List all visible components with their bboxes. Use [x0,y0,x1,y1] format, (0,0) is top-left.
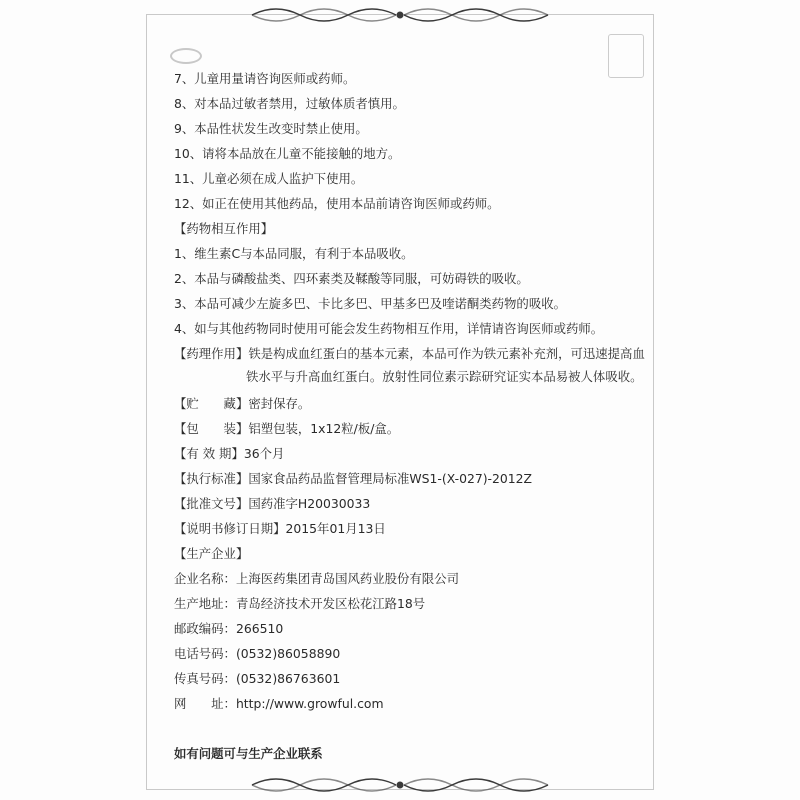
manufacturer-name: 企业名称：上海医药集团青岛国风药业股份有限公司 [174,571,459,586]
precaution-9: 9、本品性状发生改变时禁止使用。 [174,121,368,136]
faded-brand-mark [608,34,644,78]
standard-field: 【执行标准】国家食品药品监督管理局标准WS1-(X-027)-2012Z [174,471,533,486]
interaction-4: 4、如与其他药物同时使用可能会发生药物相互作用，详情请咨询医师或药师。 [174,321,604,336]
storage-field: 【贮 藏】密封保存。 [174,396,311,411]
approval-field: 【批准文号】国药准字H20030033 [174,496,371,511]
interaction-1: 1、维生素C与本品同服，有利于本品吸收。 [174,246,414,261]
interaction-3: 3、本品可减少左旋多巴、卡比多巴、甲基多巴及喹诺酮类药物的吸收。 [174,296,566,311]
precaution-11: 11、儿童必须在成人监护下使用。 [174,171,364,186]
validity-field: 【有 效 期】36个月 [174,446,285,461]
precaution-12: 12、如正在使用其他药品，使用本品前请咨询医师或药师。 [174,196,500,211]
precaution-10: 10、请将本品放在儿童不能接触的地方。 [174,146,401,161]
interactions-heading: 【药物相互作用】 [174,221,274,236]
manufacturer-heading: 【生产企业】 [174,546,249,561]
contact-note: 如有问题可与生产企业联系 [174,746,323,761]
bottom-ornament [248,776,552,794]
packaging-field: 【包 装】铝塑包装，1x12粒/板/盒。 [174,421,400,436]
faded-logo-mark [170,48,202,64]
top-ornament [248,6,552,24]
manufacturer-postcode: 邮政编码：266510 [174,621,284,636]
precaution-8: 8、对本品过敏者禁用，过敏体质者慎用。 [174,96,405,111]
manufacturer-address: 生产地址：青岛经济技术开发区松花江路18号 [174,596,426,611]
manufacturer-fax: 传真号码：(0532)86763601 [174,671,341,686]
pharmacology-line-1: 【药理作用】铁是构成血红蛋白的基本元素，本品可作为铁元素补充剂，可迅速提高血 [174,346,645,361]
revision-date-field: 【说明书修订日期】2015年01月13日 [174,521,386,536]
pharmacology-line-2: 铁水平与升高血红蛋白。放射性同位素示踪研究证实本品易被人体吸收。 [246,369,643,384]
manufacturer-website: 网 址：http://www.growful.com [174,696,384,711]
interaction-2: 2、本品与磷酸盐类、四环素类及鞣酸等同服，可妨碍铁的吸收。 [174,271,529,286]
scroll-ornament-icon [248,6,552,24]
manufacturer-phone: 电话号码：(0532)86058890 [174,646,341,661]
precaution-7: 7、儿童用量请咨询医师或药师。 [174,71,356,86]
scroll-ornament-icon [248,776,552,794]
